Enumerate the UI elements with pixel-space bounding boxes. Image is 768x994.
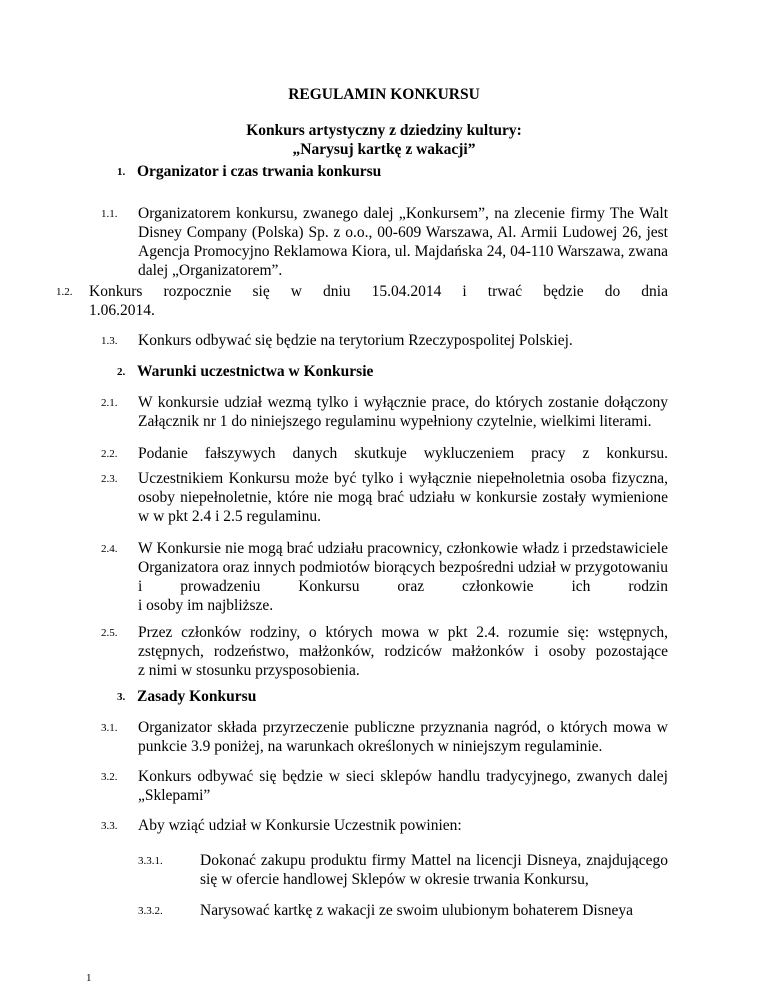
clause-number: 3.2. <box>101 771 118 783</box>
subtitle-line-1: Konkurs artystyczny z dziedziny kultury: <box>246 122 522 139</box>
clause-number: 2.5. <box>101 627 118 639</box>
contest-subtitle <box>0 121 768 159</box>
clause-text: Narysować kartkę z wakacji ze swoim ulubionym bohaterem Disneya <box>200 902 633 919</box>
clause-number: 3.3.2. <box>138 905 163 917</box>
document-title: REGULAMIN KONKURSU <box>288 86 480 103</box>
clause-text: Uczestnikiem Konkursu może być tylko i wyłącznie niepełnoletnia osoba fizyczna, osoby niepełnoletnie, które nie mogą brać udziału w konkursie zostały wymienione w w pkt 2.4 i 2.5 regulaminu. <box>138 470 668 525</box>
clause-number: 1.3. <box>101 335 118 347</box>
clause-text: Konkurs odbywać się będzie na terytorium Rzeczypospolitej Polskiej. <box>138 332 573 349</box>
section-title: Warunki uczestnictwa w Konkursie <box>137 363 374 380</box>
clause-1-2-line1: Konkurs rozpocznie się w dniu 15.04.2014 i trwać będzie do dnia <box>89 283 668 300</box>
clause-number: 3.1. <box>101 722 118 734</box>
clause-text <box>89 282 668 320</box>
clause-2-2-line: Podanie fałszywych danych skutkuje wykluczeniem pracy z konkursu. <box>138 445 668 462</box>
section-number: 1. <box>117 166 126 178</box>
clause-text-continued: z nimi w stosunku przysposobienia. <box>138 662 360 679</box>
clause-text: Organizatorem konkursu, zwanego dalej „Konkursem”, na zlecenie firmy The Walt Disney Company (Polska) Sp. z o.o., 00-609 Warszawa, Al. Armii Ludowej 26, jest Agencja Promocyjno Reklamowa Kiora, ul. Majdańska 24, 04-110 Warszawa, zwana dalej „Organizatorem”. <box>138 205 668 279</box>
clause-number: 2.1. <box>101 397 118 409</box>
clause-1-2-line2: 1.06.2014. <box>89 302 155 319</box>
clause-text: W Konkursie nie mogą brać udziału pracownicy, członkowie władz i przedstawiciele Organizatora oraz innych podmiotów biorących bezpośredni udział w przygotowaniu i prowadzeniu Konkursu oraz członkowie ich rodzin <box>138 540 668 595</box>
clause-text: W konkursie udział wezmą tylko i wyłącznie prace, do których zostanie dołączony Załącznik nr 1 do niniejszego regulaminu wypełniony czytelnie, wielkimi literami. <box>138 394 668 430</box>
clause-text: Konkurs odbywać się będzie w sieci sklepów handlu tradycyjnego, zwanych dalej „Sklepami” <box>138 768 668 804</box>
clause-number: 3.3. <box>101 820 118 832</box>
section-number: 3. <box>117 691 126 703</box>
clause-number: 2.2. <box>101 448 118 460</box>
clause-number: 2.4. <box>101 543 118 555</box>
subtitle-line-2: „Narysuj kartkę z wakacji” <box>292 141 476 158</box>
clause-text <box>138 444 668 463</box>
page-number: 1 <box>86 972 92 984</box>
clause-text: Dokonać zakupu produktu firmy Mattel na licencji Disneya, znajdującego się w ofercie handlowej Sklepów w okresie trwania Konkursu, <box>200 852 668 888</box>
clause-number: 3.3.1. <box>138 855 163 867</box>
clause-number: 2.3. <box>101 473 118 485</box>
clause-text: Organizator składa przyrzeczenie publiczne przyznania nagród, o których mowa w punkcie 3.9 poniżej, na warunkach określonych w niniejszym regulaminie. <box>138 719 668 755</box>
clause-number: 1.2. <box>56 286 73 298</box>
section-number: 2. <box>117 366 126 378</box>
clause-text: Przez członków rodziny, o których mowa w pkt 2.4. rozumie się: wstępnych, zstępnych, rodzeństwo, małżonków, rodziców małżonków i osoby pozostające <box>138 624 668 660</box>
section-title: Zasady Konkursu <box>137 688 257 705</box>
clause-text-continued: i osoby im najbliższe. <box>138 597 274 614</box>
section-title: Organizator i czas trwania konkursu <box>137 163 382 180</box>
clause-text: Aby wziąć udział w Konkursie Uczestnik powinien: <box>138 817 462 834</box>
clause-number: 1.1. <box>101 208 118 220</box>
